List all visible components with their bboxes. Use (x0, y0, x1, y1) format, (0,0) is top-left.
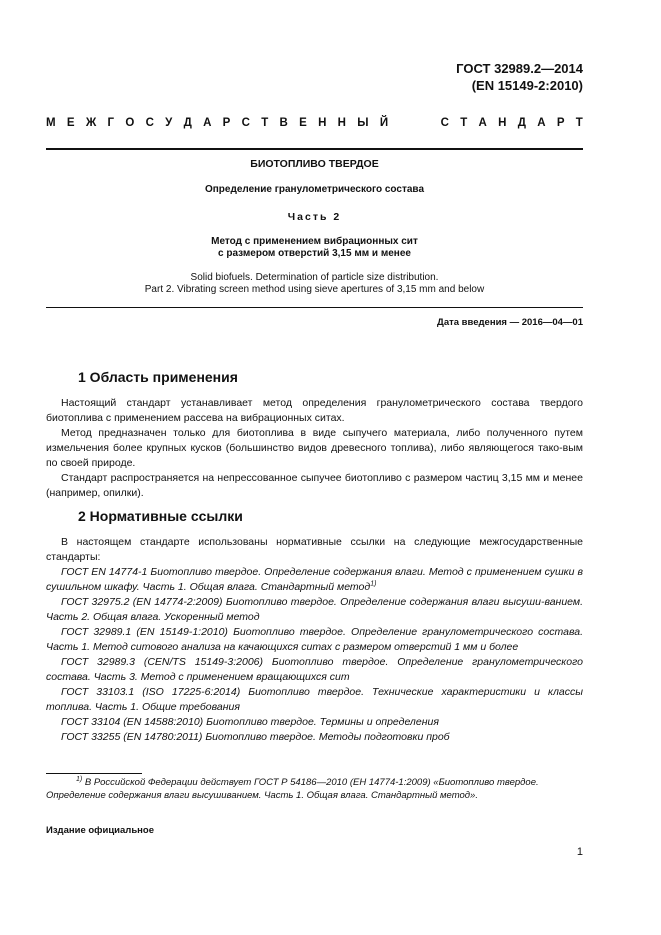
section-2-heading: 2 Нормативные ссылки (78, 508, 243, 524)
reference-item (46, 685, 583, 715)
banner-letter: Е (66, 117, 75, 129)
banner-letter: Т (460, 117, 468, 129)
reference-item (46, 655, 583, 685)
paragraph: Настоящий стандарт устанавливает метод определения гранулометрического состава твердого биотоплива с применением рассева на вибрационных ситах. (46, 397, 583, 424)
footnote-separator (46, 773, 142, 774)
banner-letter: Р (222, 117, 231, 129)
part-title (46, 236, 583, 260)
banner-letter: Т (261, 117, 269, 129)
reference-item (46, 730, 583, 745)
banner-letter: В (279, 117, 288, 129)
banner-letter: Ж (85, 117, 97, 129)
section-1-heading: 1 Область применения (78, 369, 238, 385)
page-number: 1 (576, 846, 583, 858)
standard-designation (456, 60, 583, 94)
banner-letter: А (203, 117, 212, 129)
banner-letter: Н (318, 117, 327, 129)
reference-text: ГОСТ EN 14774-1 Биотопливо твердое. Определение содержания влаги. Метод с применением сушки в сушильном шкафу. Часть 1. Общая влага. Стандартный метод (46, 566, 583, 593)
en-number: (EN 15149-2:2010) (471, 78, 583, 93)
paragraph: Стандарт распространяется на непрессованное сыпучее биотопливо с размером частиц 3,15 мм и менее (например, опилки). (46, 472, 583, 499)
banner-letter: Н (498, 117, 507, 129)
banner-letter: А (537, 117, 546, 129)
reference-text: ГОСТ 33103.1 (ISO 17225-6:2014) Биотопливо твердое. Технические характеристики и классы топлива. Часть 1. Общие требования (46, 686, 583, 713)
banner-gap (399, 117, 429, 129)
section-2-body (46, 535, 583, 745)
reference-text: ГОСТ 32989.3 (CEN/TS 15149-3:2006) Биотопливо твердое. Определение гранулометрического состава. Часть 3. Метод с применением вращающихся сит (46, 656, 583, 683)
section-1-body (46, 396, 583, 501)
reference-item (46, 625, 583, 655)
reference-text: ГОСТ 33104 (EN 14588:2010) Биотопливо твердое. Термины и определения (61, 716, 439, 728)
reference-text: ГОСТ 33255 (EN 14780:2011) Биотопливо твердое. Методы подготовки проб (61, 731, 450, 743)
english-title (46, 272, 583, 296)
banner-letter: Е (299, 117, 307, 129)
banner-letter: Й (379, 117, 389, 129)
part-title-line: с размером отверстий 3,15 мм и менее (218, 248, 411, 259)
standard-number: ГОСТ 32989.2—2014 (456, 61, 583, 76)
title-divider (46, 307, 583, 308)
footnote-text: В Российской Федерации действует ГОСТ Р 54186—2010 (ЕН 14774-1:2009) «Биотопливо твердое. Определение содержания влаги высушиванием. Часть 1. Общая влага. Стандартный метод». (46, 777, 539, 801)
interstate-standard-banner (46, 117, 583, 129)
paragraph: Метод предназначен только для биотоплива в виде сыпучего материала, либо полученного путем измельчения более крупных кусков (большинство видов древесного топлива), либо являющегося тако-вым по своей природе. (46, 427, 583, 469)
english-title-line: Solid biofuels. Determination of particle size distribution. (190, 272, 439, 283)
official-edition-label: Издание официальное (46, 825, 154, 836)
document-title: БИОТОПЛИВО ТВЕРДОЕ (250, 158, 379, 170)
reference-item (46, 595, 583, 625)
banner-letter: С (241, 117, 250, 129)
reference-item (46, 565, 583, 595)
header-divider (46, 148, 583, 150)
banner-letter: М (46, 117, 56, 129)
paragraph: В настоящем стандарте использованы нормативные ссылки на следующие межгосударственные стандарты: (46, 536, 583, 563)
reference-text: ГОСТ 32975.2 (EN 14774-2:2009) Биотопливо твердое. Определение содержания влаги высуши-ванием. Часть 2. Общая влага. Ускоренный метод (46, 596, 583, 623)
banner-letter: С (145, 117, 154, 129)
banner-letter: Г (107, 117, 115, 129)
reference-text: ГОСТ 32989.1 (EN 15149-1:2010) Биотопливо твердое. Определение гранулометрического состава. Часть 1. Метод ситового анализа на качающихся ситах с размером отверстий 1 мм и более (46, 626, 583, 653)
banner-letter: С (440, 117, 449, 129)
banner-letter: О (125, 117, 135, 129)
banner-letter: Т (575, 117, 583, 129)
footnote (46, 776, 583, 802)
reference-item (46, 715, 583, 730)
banner-letter: А (478, 117, 487, 129)
part-title-line: Метод с применением вибрационных сит (211, 236, 418, 247)
footnote-mark: 1) (76, 775, 83, 783)
footnote-ref[interactable]: 1) (370, 580, 377, 588)
banner-letter: Д (517, 117, 526, 129)
banner-letter: Р (556, 117, 565, 129)
document-subtitle: Определение гранулометрического состава (204, 184, 425, 195)
banner-letter: Н (337, 117, 346, 129)
part-label: Часть 2 (287, 211, 342, 223)
banner-letter: У (165, 117, 173, 129)
introduction-date: Дата введения — 2016—04—01 (437, 317, 583, 328)
banner-letter: Д (183, 117, 192, 129)
banner-letter: Ы (357, 117, 369, 129)
english-title-line: Part 2. Vibrating screen method using sieve apertures of 3,15 mm and below (144, 284, 485, 295)
